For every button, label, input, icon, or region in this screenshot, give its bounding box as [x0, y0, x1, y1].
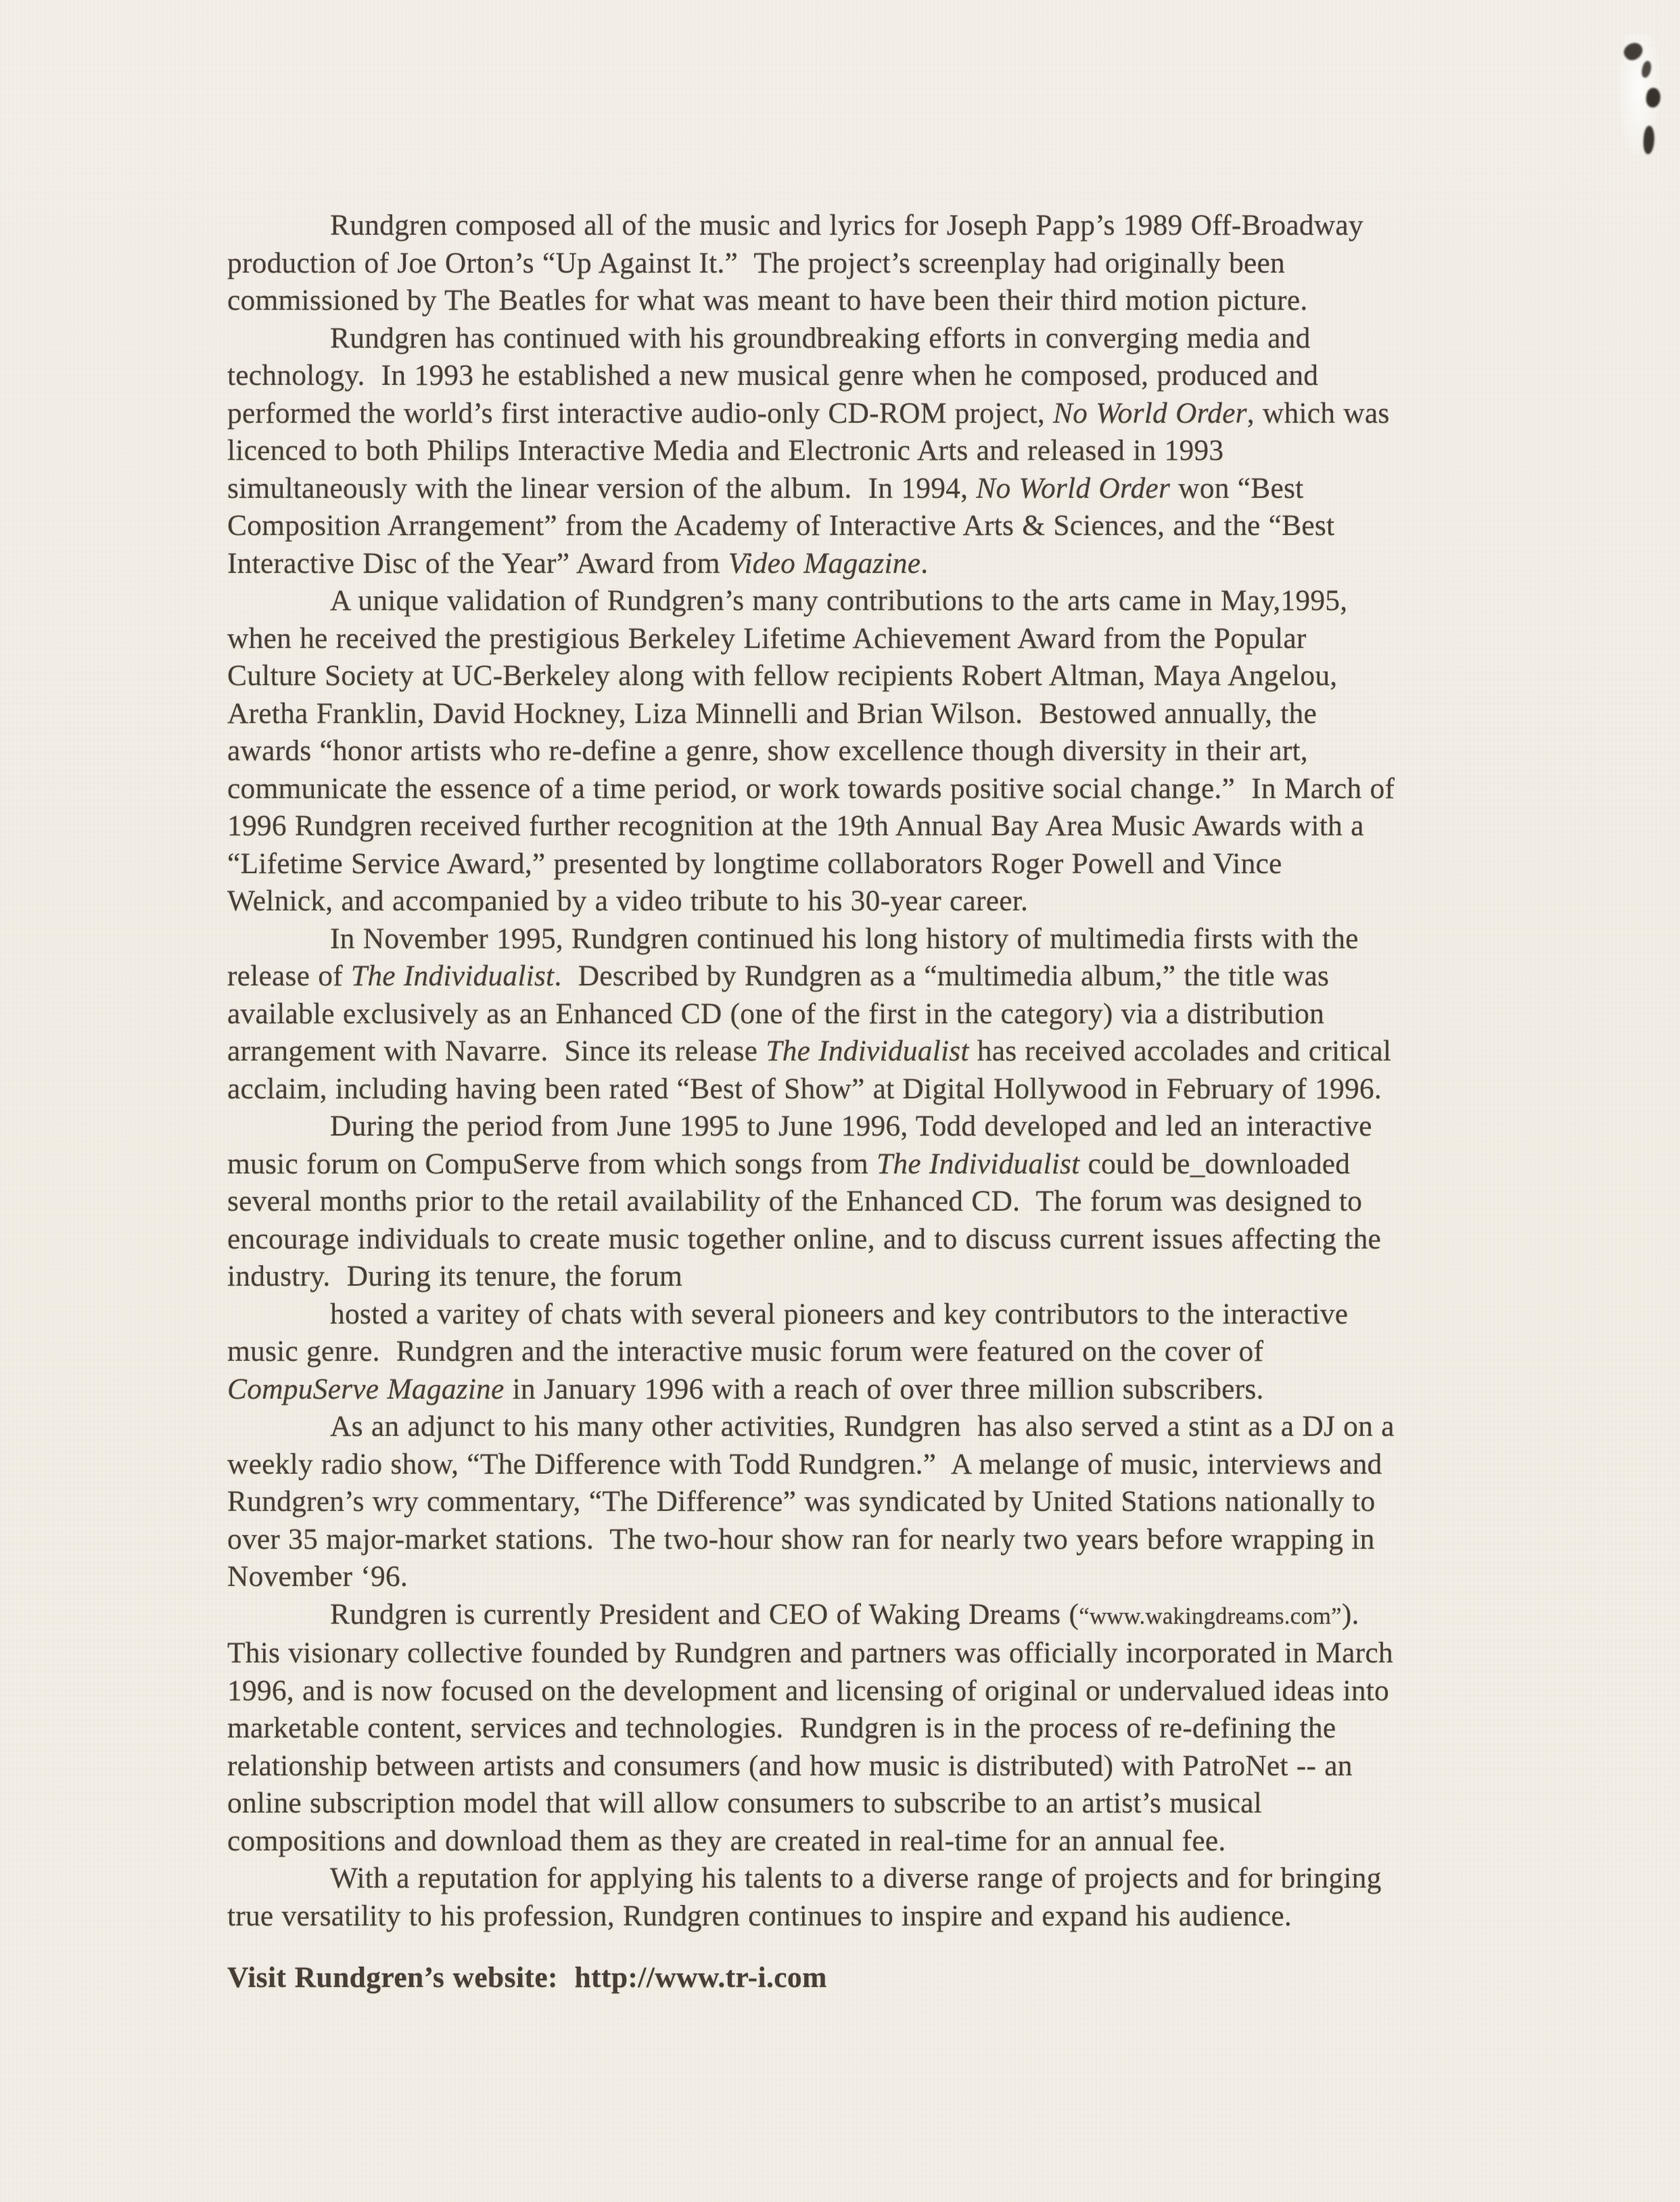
text-run: industry. During its tenure, the forum: [227, 1260, 683, 1292]
text-line: [227, 1898, 1485, 1936]
paragraph: [227, 582, 1485, 920]
text-run: performed the world’s first interactive audio-only CD-ROM project,: [227, 396, 1053, 429]
text-run: Rundgren composed all of the music and lyrics for Joseph Papp’s 1989 Off-Broadway: [330, 209, 1363, 241]
text-run: Composition Arrangement” from the Academy of Interactive Arts & Sciences, and the “Best: [227, 509, 1335, 542]
text-run: technology. In 1993 he established a new musical genre when he composed, produced and: [227, 359, 1319, 392]
text-run: won “Best: [1170, 471, 1304, 505]
text-run: has received accolades and critical: [969, 1035, 1392, 1067]
text-line: [227, 1183, 1485, 1221]
paragraph: [227, 1296, 1485, 1409]
text-line: [227, 1558, 1485, 1596]
text-run: Rundgren has continued with his groundbreaking efforts in converging media and: [330, 321, 1311, 354]
text-run: when he received the prestigious Berkeley Lifetime Achievement Award from the Popular: [227, 622, 1307, 655]
text-run: could be_downloaded: [1079, 1147, 1351, 1180]
text-run: release of: [227, 960, 351, 992]
text-run: With a reputation for applying his talents to a diverse range of projects and for bringing: [330, 1862, 1382, 1894]
text-run: In November 1995, Rundgren continued his long history of multimedia firsts with the: [330, 922, 1359, 955]
text-run: encourage individuals to create music together online, and to discuss current issues affecting the: [227, 1222, 1382, 1255]
text-line: [227, 1785, 1485, 1823]
text-line: [227, 695, 1485, 733]
text-run: Aretha Franklin, David Hockney, Liza Minnelli and Brian Wilson. Bestowed annually, the: [227, 697, 1317, 730]
text-run: over 35 major-market stations. The two-hour show ran for nearly two years before wrapping in: [227, 1522, 1375, 1555]
italic-title-run: CompuServe Magazine: [227, 1372, 505, 1405]
italic-title-run: The Individualist: [877, 1147, 1080, 1180]
italic-title-run: No World Order: [1052, 396, 1247, 429]
paragraph: [227, 1108, 1485, 1296]
text-run: Welnick, and accompanied by a video tribute to his 30-year career.: [227, 885, 1029, 917]
text-line: [227, 1108, 1485, 1146]
text-line: [227, 1258, 1485, 1296]
paragraph: [227, 920, 1485, 1108]
text-run: production of Joe Orton’s “Up Against It.” The project’s screenplay had originally been: [227, 246, 1285, 279]
text-run: Interactive Disc of the Year” Award from: [227, 546, 728, 580]
text-run: awards “honor artists who re-define a genre, show excellence though diversity in their art,: [227, 734, 1308, 767]
text-run: compositions and download them as they are created in real-time for an annual fee.: [227, 1824, 1226, 1857]
text-run: A unique validation of Rundgren’s many contributions to the arts came in May,1995,: [330, 584, 1348, 617]
website-footer-line: Visit Rundgren’s website: http://www.tr-i.com: [227, 1961, 827, 1994]
text-run: November ‘96.: [227, 1560, 408, 1593]
text-line: [227, 920, 1485, 958]
text-run: Culture Society at UC-Berkeley along with fellow recipients Robert Altman, Maya Angelou,: [227, 659, 1338, 692]
text-line: [227, 1033, 1485, 1071]
text-run: This visionary collective founded by Rundgren and partners was officially incorporated in March: [227, 1637, 1393, 1669]
text-line: [227, 1333, 1485, 1371]
text-run: music forum on CompuServe from which songs from: [227, 1147, 877, 1180]
text-line: [227, 357, 1485, 395]
text-run: music genre. Rundgren and the interactive music forum were featured on the cover of: [227, 1335, 1264, 1367]
text-line: [227, 620, 1485, 658]
text-run: communicate the essence of a time period, or work towards positive social change.” In March of: [227, 772, 1395, 805]
paragraph: [227, 1860, 1485, 1935]
italic-title-run: Video Magazine: [728, 546, 921, 580]
text-line: [227, 1672, 1485, 1710]
text-line: [227, 1483, 1485, 1521]
text-run: . Described by Rundgren as a “multimedia album,” the title was: [554, 960, 1330, 992]
text-line: [227, 1371, 1485, 1409]
text-line: [227, 845, 1485, 883]
text-line: [227, 958, 1485, 995]
text-line: [227, 1860, 1485, 1898]
text-line: [227, 1408, 1485, 1446]
text-run: relationship between artists and consumers (and how music is distributed) with PatroNet -- an: [227, 1749, 1353, 1782]
text-run: , which was: [1246, 396, 1390, 429]
text-run: available exclusively as an Enhanced CD (one of the first in the category) via a distribution: [227, 997, 1325, 1030]
text-run: online subscription model that will allow consumers to subscribe to an artist’s musical: [227, 1787, 1262, 1819]
text-run: marketable content, services and technologies. Rundgren is in the process of re-defining the: [227, 1712, 1336, 1744]
paragraph: [227, 1408, 1485, 1596]
text-run: ).: [1341, 1597, 1359, 1631]
text-run: weekly radio show, “The Difference with Todd Rundgren.” A melange of music, interviews and: [227, 1447, 1382, 1480]
text-run: simultaneously with the linear version of the album. In 1994,: [227, 471, 977, 505]
text-line: [227, 1221, 1485, 1259]
text-run: 1996, and is now focused on the development and licensing of original or undervalued ideas into: [227, 1674, 1390, 1707]
text-line: [227, 1596, 1485, 1635]
document-text: [227, 207, 1485, 1997]
text-run: commissioned by The Beatles for what was meant to have been their third motion picture.: [227, 284, 1308, 317]
text-run: arrangement with Navarre. Since its release: [227, 1035, 766, 1067]
text-line: [227, 395, 1485, 433]
text-run: Rundgren is currently President and CEO of Waking Dreams (: [330, 1597, 1079, 1631]
text-run: in January 1996 with a reach of over three million subscribers.: [504, 1372, 1264, 1405]
text-run: .: [920, 546, 929, 580]
text-line: [227, 1823, 1485, 1860]
text-run: licenced to both Philips Interactive Media and Electronic Arts and released in 1993: [227, 434, 1224, 467]
text-line: [227, 432, 1485, 470]
text-line: [227, 770, 1485, 808]
text-line: [227, 207, 1485, 245]
text-line: [227, 1296, 1485, 1334]
text-line: [227, 1146, 1485, 1184]
text-line: [227, 732, 1485, 770]
text-line: [227, 883, 1485, 920]
text-run: During the period from June 1995 to June 1996, Todd developed and led an interactive: [330, 1110, 1372, 1142]
text-line: [227, 545, 1485, 583]
text-line: [227, 282, 1485, 320]
text-run: acclaim, including having been rated “Best of Show” at Digital Hollywood in February of 1996.: [227, 1072, 1382, 1105]
paragraph: [227, 207, 1485, 320]
text-line: [227, 470, 1485, 508]
text-line: [227, 657, 1485, 695]
text-run: several months prior to the retail availability of the Enhanced CD. The forum was designed to: [227, 1185, 1363, 1217]
text-line: [227, 1710, 1485, 1748]
text-line: [227, 245, 1485, 283]
text-run: 1996 Rundgren received further recognition at the 19th Annual Bay Area Music Awards with a: [227, 810, 1364, 842]
text-run: “www.wakingdreams.com”: [1079, 1602, 1342, 1629]
italic-title-run: The Individualist: [766, 1035, 969, 1067]
text-line: [227, 507, 1485, 545]
italic-title-run: The Individualist: [350, 960, 555, 992]
text-run: Rundgren’s wry commentary, “The Difference” was syndicated by United Stations nationally to: [227, 1485, 1376, 1518]
text-line: [227, 320, 1485, 358]
text-line: [227, 1071, 1485, 1108]
text-line: [227, 995, 1485, 1033]
text-line: [227, 1521, 1485, 1559]
text-run: “Lifetime Service Award,” presented by longtime collaborators Roger Powell and Vince: [227, 847, 1282, 880]
text-run: hosted a varitey of chats with several pioneers and key contributors to the interactive: [330, 1297, 1349, 1330]
text-line: [227, 1635, 1485, 1672]
text-run: true versatility to his profession, Rundgren continues to inspire and expand his audience.: [227, 1899, 1292, 1932]
paragraph: [227, 1596, 1485, 1860]
text-line: [227, 582, 1485, 620]
text-line: [227, 1748, 1485, 1785]
text-run: As an adjunct to his many other activities, Rundgren has also served a stint as a DJ on a: [330, 1410, 1395, 1443]
text-line: [227, 1446, 1485, 1484]
italic-title-run: No World Order: [976, 471, 1171, 505]
text-line: [227, 807, 1485, 845]
paragraph: [227, 320, 1485, 583]
